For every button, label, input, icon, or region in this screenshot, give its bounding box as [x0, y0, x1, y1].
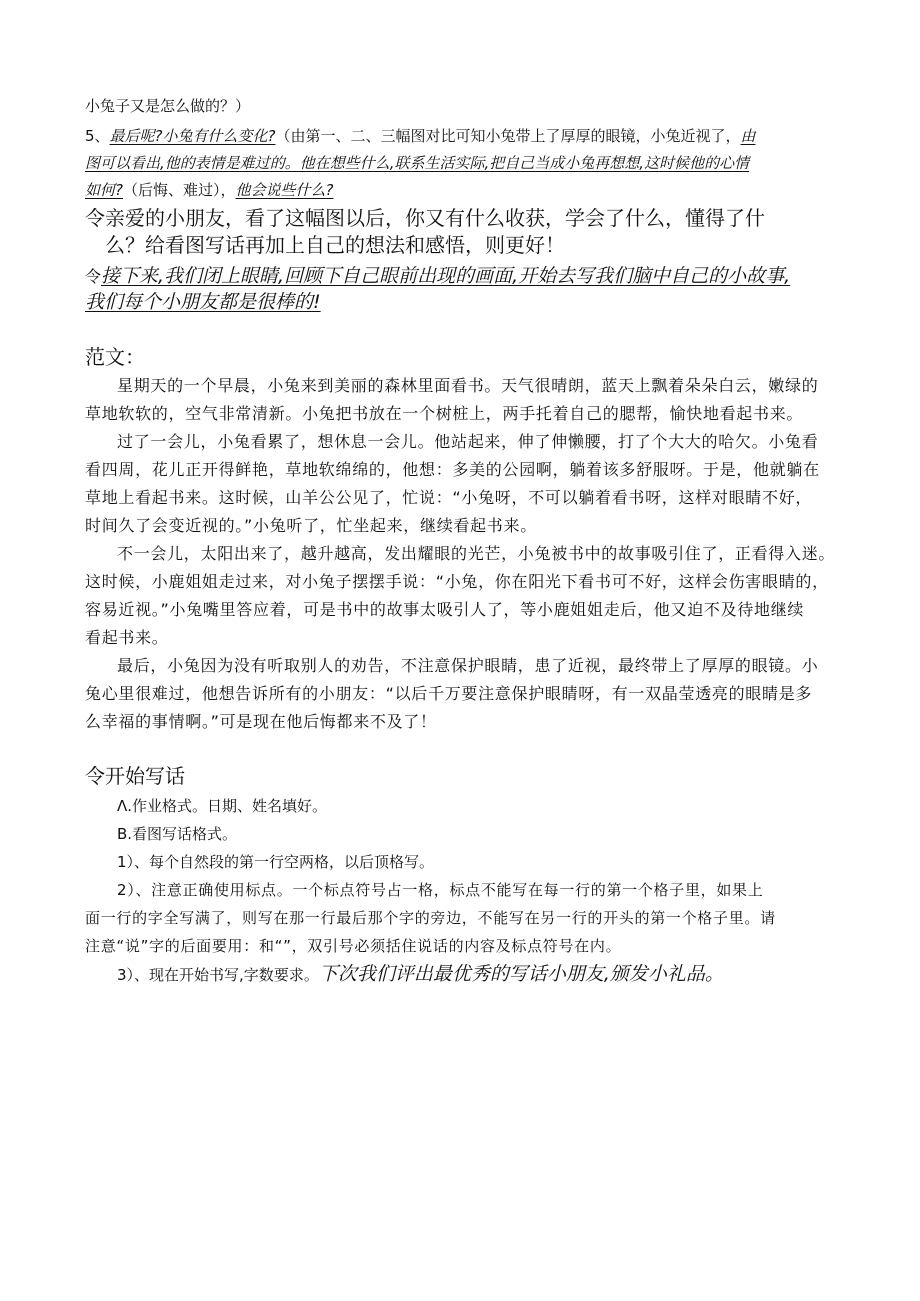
- tip-2-text: 接下来,我们闭上眼睛,回顾下自己眼前出现的画面,开始去写我们脑中自己的小故事,: [101, 265, 791, 287]
- sample-p2-line-4: 时间久了会变近视的。”小兔听了，忙坐起来，继续看起书来。: [85, 516, 537, 535]
- sample-p3-line-1: 不一会儿，太阳出来了，越升越高，发出耀眼的光芒，小兔被书中的故事吸引住了，正看得入迷。: [117, 544, 836, 563]
- writing-rule-2-line-3: 注意“说”字的后面要用：和“”，双引号必须括住说话的内容及标点符号在内。: [85, 937, 622, 955]
- writing-rule-2-line-2: 面一行的字全写满了，则写在那一行最后那个字的旁边，不能写在另一行的开头的第一个格子里。请: [85, 909, 776, 927]
- sample-p2-line-2: 看四周，花儿正开得鲜艳，草地软绵绵的，他想：多美的公园啊，躺着该多舒服呀。于是，他就躺在: [85, 460, 820, 479]
- question-5-italic-start: 由: [740, 127, 756, 145]
- sample-p4-line-2: 兔心里很难过，他想告诉所有的小朋友：“以后千万要注意保护眼睛呀，有一双晶莹透亮的眼睛是多: [85, 684, 813, 703]
- writing-heading: [85, 764, 185, 788]
- question-5-line-3: [85, 181, 333, 199]
- sample-p2-line-3: 草地上看起书来。这时候，山羊公公见了，忙说：“小兔呀，不可以躺着看书呀，这样对眼睛不好，: [85, 488, 813, 507]
- tip-2-line-1: [85, 263, 790, 288]
- tip-1-line-1: [85, 206, 765, 230]
- writing-heading-text: 开始写话: [105, 764, 185, 788]
- tip-2-line-2: 我们每个小朋友都是很棒的!: [85, 291, 321, 313]
- writing-rule-3-reward: 下次我们评出最优秀的写话小朋友,颁发小礼品。: [318, 963, 724, 985]
- bullet-icon: 令: [85, 764, 105, 788]
- bullet-icon: 令: [85, 267, 102, 286]
- writing-rule-1: 1）、每个自然段的第一行空两格，以后顶格写。: [117, 853, 435, 871]
- sample-p3-line-4: 看起书来。: [85, 628, 169, 647]
- question-5-number: 5、: [85, 127, 110, 145]
- writing-rule-3-text: 3）、现在开始书写,字数要求。: [117, 966, 319, 984]
- question-5-what-say: 他会说些什么?: [235, 181, 334, 199]
- writing-rule-a: Λ.作业格式。日期、姓名填好。: [117, 797, 328, 815]
- sample-p4-line-3: 么幸福的事情啊。”可是现在他后悔都来不及了！: [85, 712, 437, 731]
- question-5-line-2: 图可以看出,他的表情是难过的。他在想些什么,联系生活实际,把自己当成小兔再想想,这时候他的心情: [85, 154, 750, 172]
- writing-rule-3: [117, 963, 724, 986]
- question-5-prompt: 最后呢?小兔有什么变化?: [109, 127, 276, 145]
- sample-p3-line-2: 这时候，小鹿姐姐走过来，对小兔子摆摆手说：“小兔，你在阳光下看书可不好，这样会伤害眼睛的，: [85, 572, 829, 591]
- sample-heading: 范文：: [85, 345, 145, 369]
- question-4-tail: 小兔子又是怎么做的？）: [85, 97, 251, 115]
- sample-p2-line-1: 过了一会儿，小兔看累了，想休息一会儿。他站起来，伸了伸懒腰，打了个大大的哈欠。小兔看: [117, 432, 819, 451]
- writing-rule-b: B.看图写话格式。: [117, 825, 238, 843]
- question-5-how-feel: 如何?: [85, 181, 123, 199]
- sample-p3-line-3: 容易近视。”小兔嘴里答应着，可是书中的故事太吸引人了，等小鹿姐姐走后，他又迫不及待地继续: [85, 600, 805, 619]
- sample-p1-line-2: 草地软软的，空气非常清新。小兔把书放在一个树桩上，两手托着自己的腮帮，愉快地看起书来。: [85, 404, 804, 423]
- sample-p1-line-1: 星期天的一个早晨，小兔来到美丽的森林里面看书。天气很晴朗，蓝天上飘着朵朵白云，嫩绿的: [117, 376, 819, 395]
- question-5-answer-hint: （后悔、难过），: [122, 181, 236, 199]
- question-5-line-1: [85, 127, 756, 145]
- tip-1-text: 亲爱的小朋友，看了这幅图以后，你又有什么收获，学会了什么，懂得了什: [105, 206, 765, 230]
- question-5-explanation: （由第一、二、三幅图对比可知小兔带上了厚厚的眼镜，小兔近视了，: [275, 127, 741, 145]
- bullet-icon: 令: [85, 206, 105, 230]
- tip-1-line-2: 么？给看图写话再加上自己的想法和感悟，则更好！: [105, 233, 565, 257]
- sample-p4-line-1: 最后，小兔因为没有听取别人的劝告，不注意保护眼睛，患了近视，最终带上了厚厚的眼镜。小: [117, 656, 819, 675]
- writing-rule-2-line-1: 2）、注意正确使用标点。一个标点符号占一格，标点不能写在每一行的第一个格子里，如果上: [117, 881, 764, 899]
